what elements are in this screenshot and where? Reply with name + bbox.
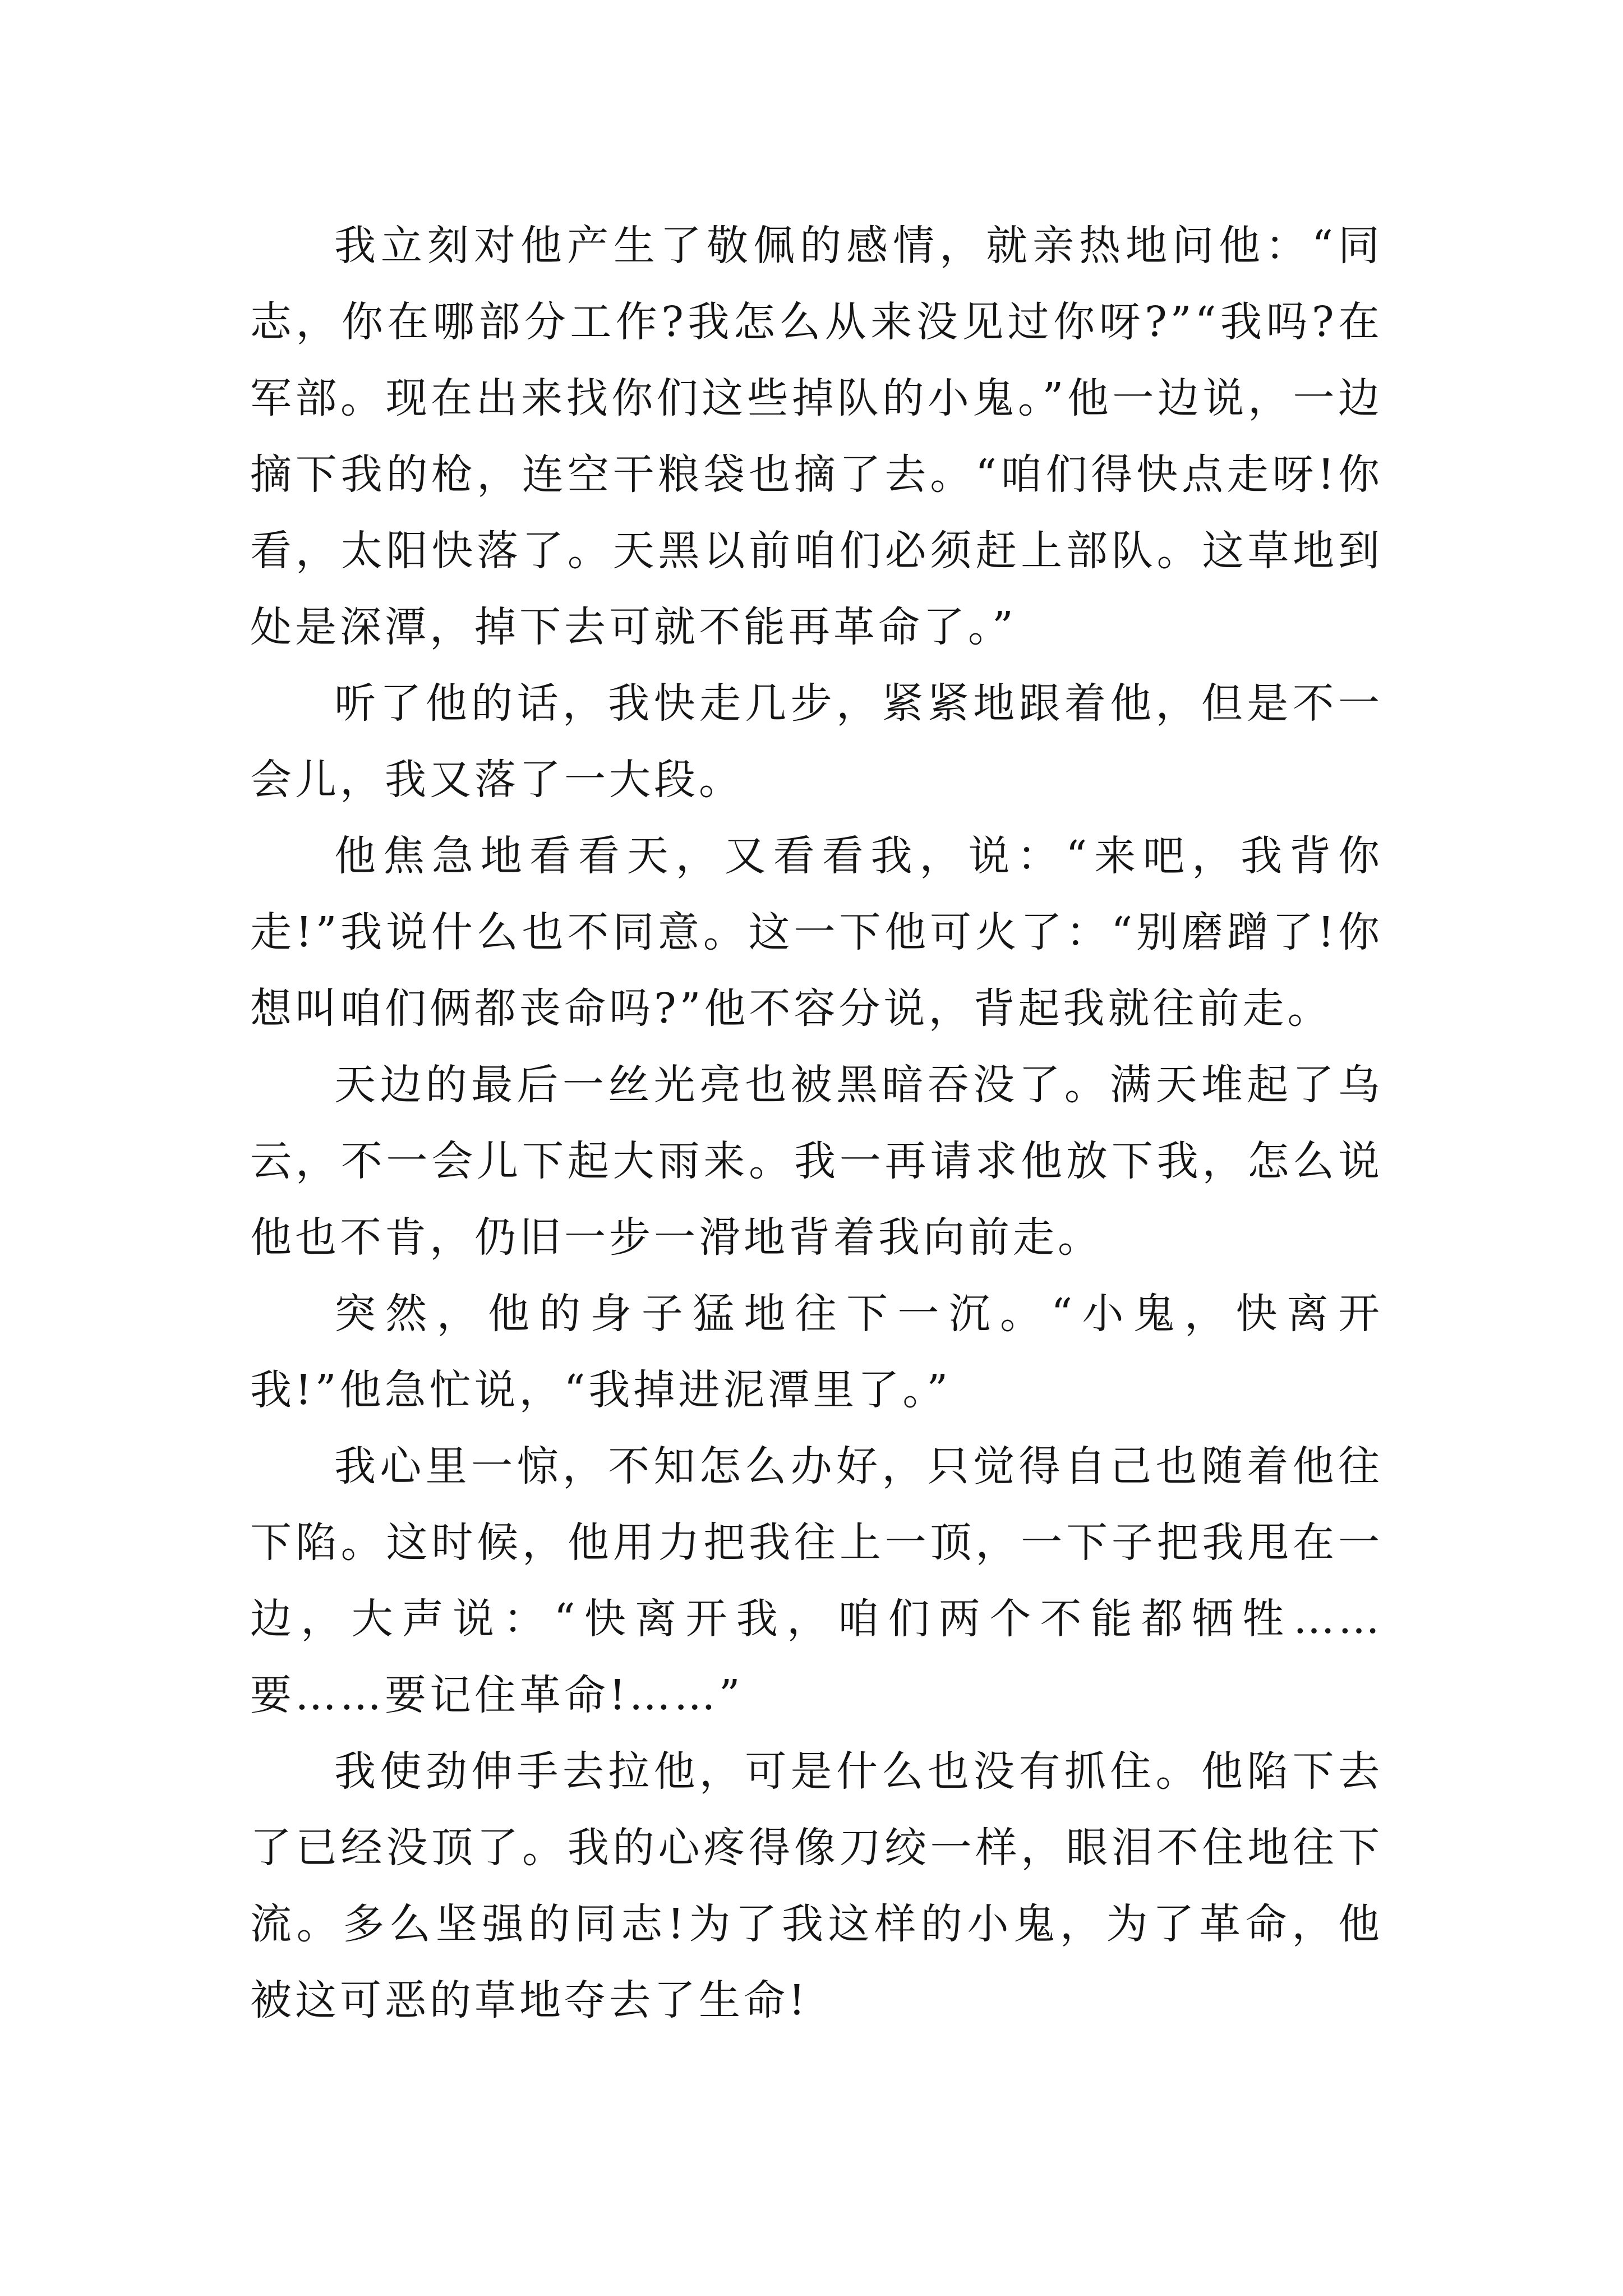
paragraph-4: 天边的最后一丝光亮也被黑暗吞没了。满天堆起了乌云，不一会儿下起大雨来。我一再请求他放下我，怎么说他也不肯，仍旧一步一滑地背着我向前走。 xyxy=(250,1061,1383,1262)
paragraph-7: 我使劲伸手去拉他，可是什么也没有抓住。他陷下去了已经没顶了。我的心疼得像刀绞一样，眼泪不住地往下流。多么坚强的同志!为了我这样的小鬼，为了革命，他被这可恶的草地夺去了生命! xyxy=(250,1747,1383,2024)
paragraph-2: 听了他的话，我快走几步，紧紧地跟着他，但是不一会儿，我又落了一大段。 xyxy=(250,679,1383,804)
paragraph-6: 我心里一惊，不知怎么办好，只觉得自己也随着他往下陷。这时候，他用力把我往上一顶，一下子把我甩在一边，大声说：“快离开我，咱们两个不能都牺牲……要……要记住革命!……” xyxy=(250,1442,1383,1719)
paragraph-3: 他焦急地看看天，又看看我，说：“来吧，我背你走!”我说什么也不同意。这一下他可火了：“别磨蹭了!你想叫咱们俩都丧命吗?”他不容分说，背起我就往前走。 xyxy=(250,832,1383,1033)
paragraph-1: 我立刻对他产生了敬佩的感情，就亲热地问他：“同志，你在哪部分工作?我怎么从来没见过你呀?”“我吗?在军部。现在出来找你们这些掉队的小鬼。”他一边说，一边摘下我的枪，连空干粮袋也摘了去。“咱们得快点走呀!你看，太阳快落了。天黑以前咱们必须赶上部队。这草地到处是深潭，掉下去可就不能再革命了。” xyxy=(250,222,1383,651)
document-body xyxy=(250,208,1383,2039)
paragraph-5: 突然，他的身子猛地往下一沉。“小鬼，快离开我!”他急忙说，“我掉进泥潭里了。” xyxy=(250,1290,1383,1414)
